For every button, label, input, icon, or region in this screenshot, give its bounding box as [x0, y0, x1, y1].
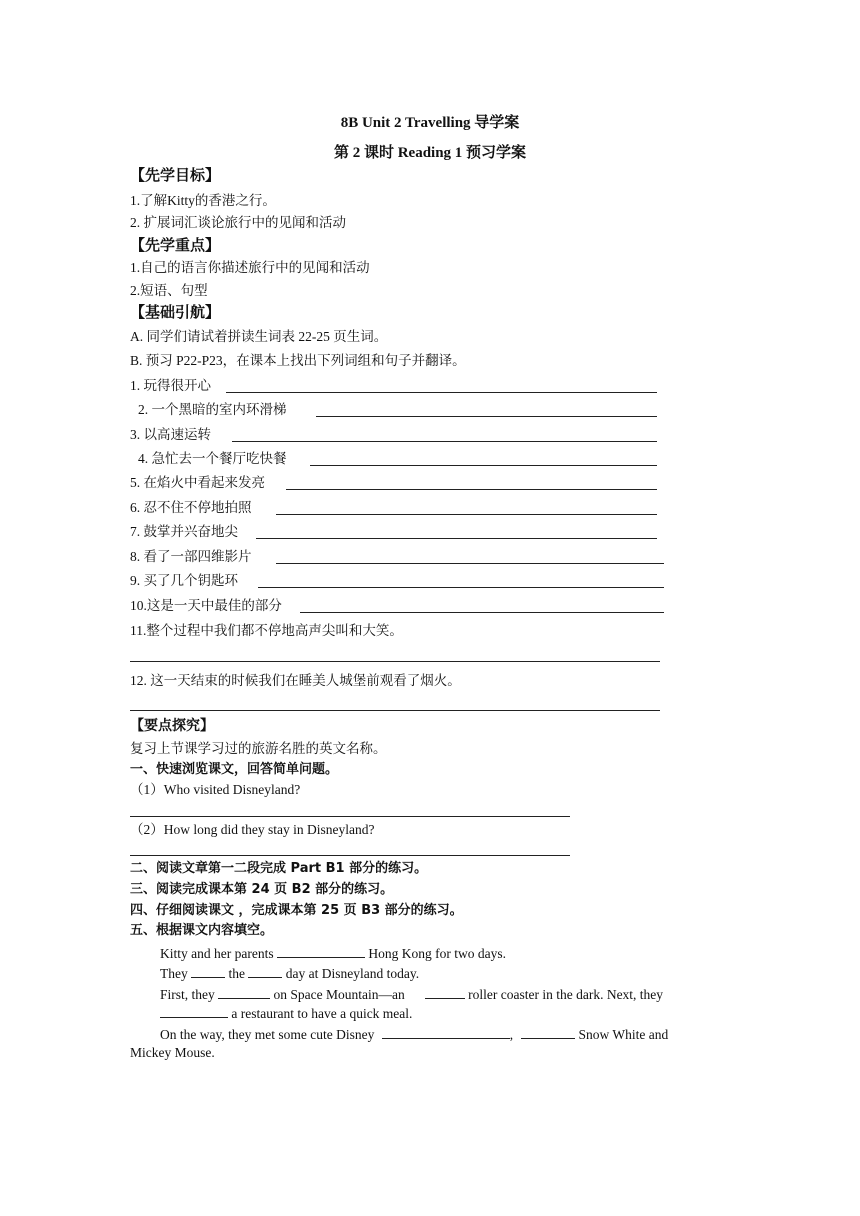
fill-sentence-3: [160, 984, 663, 1004]
fill-sentence-6: Mickey Mouse.: [130, 1045, 215, 1060]
fill-text: ,: [509, 1027, 514, 1042]
fill-text: roller coaster in the dark. Next, they: [464, 987, 664, 1002]
task-1: 一、快速浏览课文，回答简单问题。: [130, 762, 339, 777]
answer-line[interactable]: [276, 563, 664, 564]
focus-item-1: 1.自己的语言你描述旅行中的见闻和活动: [130, 260, 370, 275]
task-4: 四、仔细阅读课文 ，完成课本第 25 页 B3 部分的练习。: [130, 903, 463, 918]
fill-text: Kitty and her parents: [160, 946, 277, 961]
question-2: （2）How long did they stay in Disneyland?: [130, 822, 375, 837]
fill-blank[interactable]: [277, 943, 365, 958]
phrase-item-5: 5. 在焰火中看起来发亮: [130, 475, 265, 490]
basics-b: B. 预习 P22-P23，在课本上找出下列词组和句子并翻译。: [130, 353, 466, 368]
answer-line[interactable]: [226, 392, 657, 393]
fill-text: on Space Mountain—an: [270, 987, 405, 1002]
question-1: （1）Who visited Disneyland?: [130, 782, 301, 797]
fill-text: On the way, they met some cute Disney: [160, 1027, 378, 1042]
phrase-item-10: 10.这是一天中最佳的部分: [130, 598, 282, 613]
fill-sentence-4: [160, 1003, 412, 1023]
basics-a: A. 同学们请试着拼读生词表 22-25 页生词。: [130, 329, 388, 344]
answer-line[interactable]: [310, 465, 657, 466]
answer-line[interactable]: [258, 587, 664, 588]
doc-title: 8B Unit 2 Travelling 导学案: [340, 115, 520, 131]
sentence-item-11: 11.整个过程中我们都不停地高声尖叫和大笑。: [130, 623, 403, 638]
answer-line[interactable]: [130, 855, 570, 856]
goal-item-2: 2. 扩展词汇谈论旅行中的见闻和活动: [130, 215, 346, 230]
goals-heading: 【先学目标】: [130, 166, 221, 184]
fill-blank[interactable]: [382, 1024, 510, 1039]
answer-line[interactable]: [232, 441, 657, 442]
phrase-item-6: 6. 忍不住不停地拍照: [130, 500, 252, 515]
phrase-item-1: 1. 玩得很开心: [130, 378, 211, 393]
phrase-item-9: 9. 买了几个钥匙环: [130, 573, 238, 588]
answer-line[interactable]: [256, 538, 657, 539]
answer-line[interactable]: [130, 710, 660, 711]
fill-blank[interactable]: [248, 963, 282, 978]
fill-blank[interactable]: [218, 984, 270, 999]
task-3: 三、阅读完成课本第 24 页 B2 部分的练习。: [130, 882, 394, 897]
answer-line[interactable]: [286, 489, 657, 490]
fill-text: First, they: [160, 987, 219, 1002]
answer-line[interactable]: [316, 416, 657, 417]
explore-intro: 复习上节课学习过的旅游名胜的英文名称。: [130, 741, 387, 756]
fill-text: day at Disneyland today.: [282, 966, 420, 981]
focus-heading: 【先学重点】: [130, 236, 221, 254]
focus-item-2: 2.短语、句型: [130, 283, 208, 298]
task-5: 五、根据课文内容填空。: [130, 923, 274, 938]
answer-line[interactable]: [130, 661, 660, 662]
basics-heading: 【基础引航】: [130, 303, 221, 321]
phrase-item-2: 2. 一个黑暗的室内环滑梯: [138, 402, 287, 417]
fill-blank[interactable]: [160, 1003, 228, 1018]
fill-blank[interactable]: [191, 963, 225, 978]
fill-sentence-1: [160, 943, 506, 963]
fill-text: Snow White and: [575, 1027, 669, 1042]
fill-blank[interactable]: [521, 1024, 575, 1039]
phrase-item-3: 3. 以高速运转: [130, 427, 211, 442]
task-2: 二、阅读文章第一二段完成 Part B1 部分的练习。: [130, 861, 428, 876]
doc-subtitle: 第 2 课时 Reading 1 预习学案: [333, 145, 527, 161]
phrase-item-7: 7. 鼓掌并兴奋地尖: [130, 524, 238, 539]
answer-line[interactable]: [276, 514, 657, 515]
phrase-item-8: 8. 看了一部四维影片: [130, 549, 252, 564]
fill-blank[interactable]: [425, 984, 465, 999]
answer-line[interactable]: [130, 816, 570, 817]
fill-sentence-2: [160, 963, 419, 983]
explore-heading: 【要点探究】: [130, 718, 214, 734]
answer-line[interactable]: [300, 612, 664, 613]
fill-text: They: [160, 966, 192, 981]
sentence-item-12: 12. 这一天结束的时候我们在睡美人城堡前观看了烟火。: [130, 673, 461, 688]
fill-text: Hong Kong for two days.: [364, 946, 506, 961]
goal-item-1: 1.了解Kitty的香港之行。: [130, 193, 276, 208]
fill-text: a restaurant to have a quick meal.: [228, 1006, 413, 1021]
fill-sentence-5: [160, 1024, 668, 1044]
phrase-item-4: 4. 急忙去一个餐厅吃快餐: [138, 451, 287, 466]
fill-text: the: [225, 966, 249, 981]
